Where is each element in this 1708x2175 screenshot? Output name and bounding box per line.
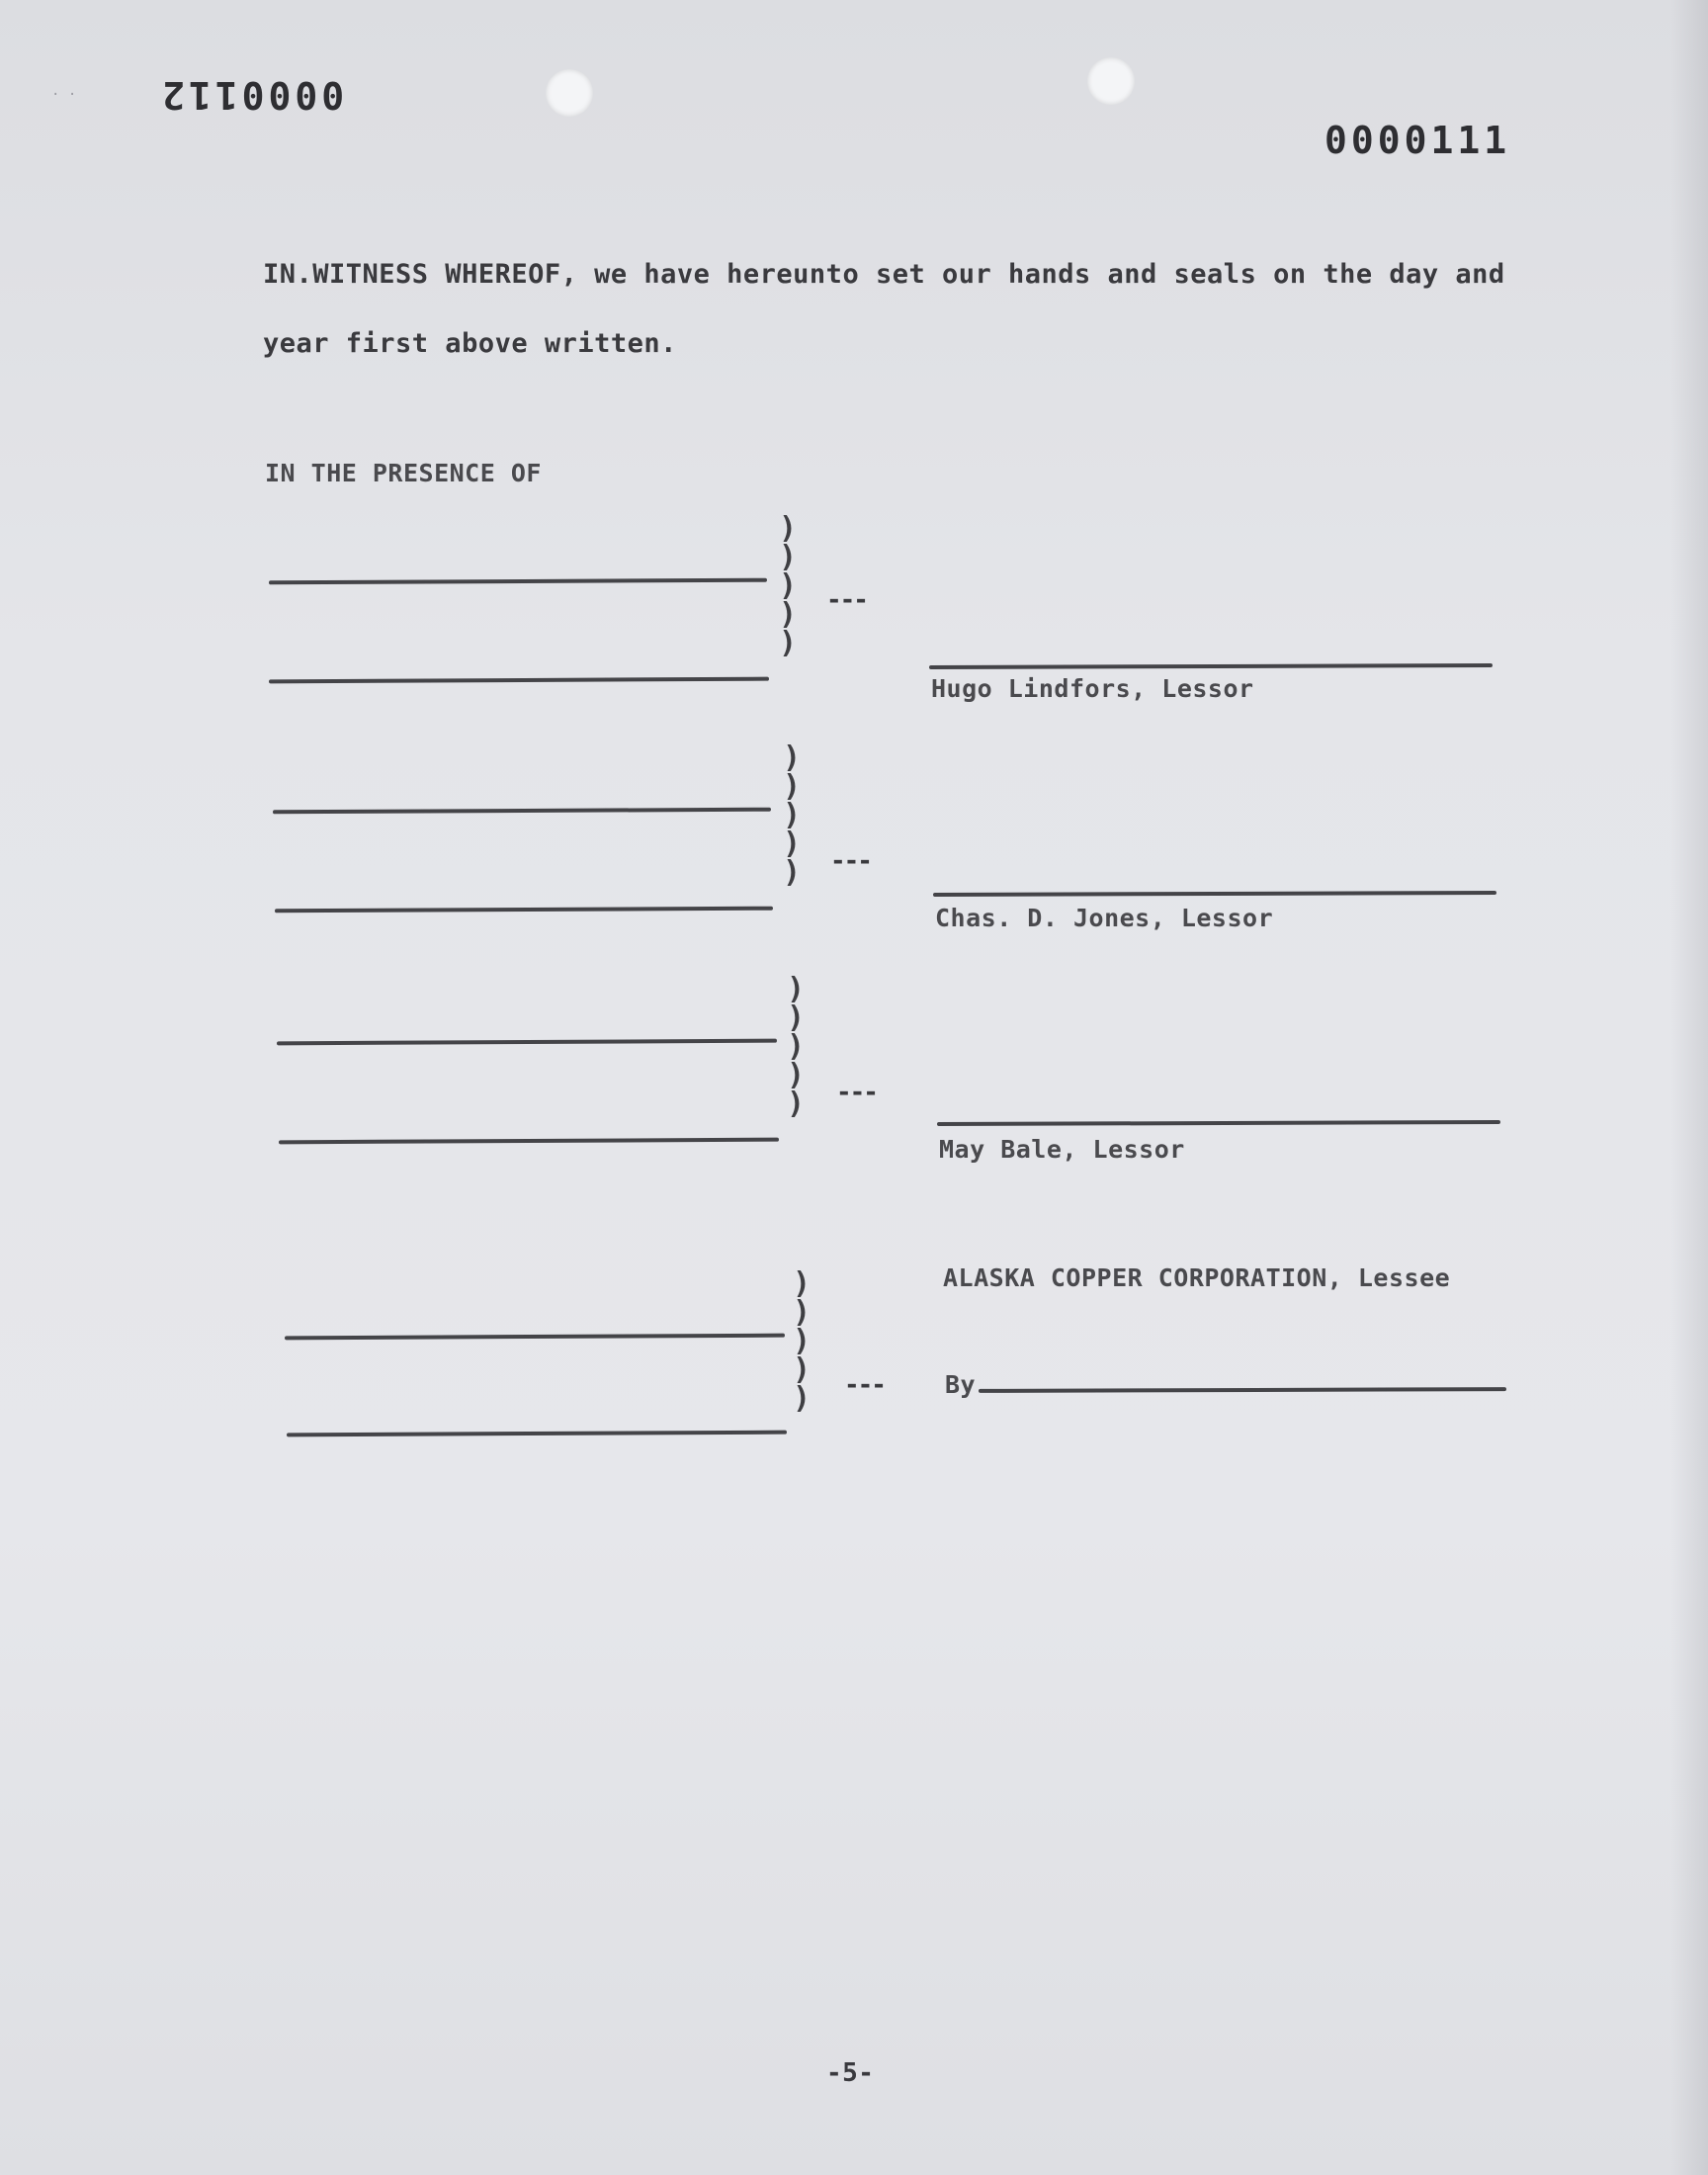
- punch-hole-right: [1087, 57, 1135, 105]
- punch-hole-left: [546, 69, 593, 117]
- bracket-stack-2: ) ) ) ) ): [783, 740, 802, 890]
- intro-line-2: year first above written.: [263, 328, 677, 359]
- signature-line-4: [979, 1387, 1506, 1393]
- signer-label-1: Hugo Lindfors, Lessor: [931, 674, 1254, 703]
- dash-1: ---: [826, 585, 867, 615]
- page-edge-shadow: [1670, 0, 1708, 2175]
- witness-line-1a: [269, 578, 767, 585]
- witness-line-3a: [277, 1039, 777, 1046]
- signature-line-3: [937, 1120, 1500, 1126]
- stamp-top-right: 0000111: [1324, 119, 1511, 162]
- by-label: By: [945, 1370, 977, 1399]
- stamp-top-left: 0000112: [158, 73, 345, 117]
- intro-line-1: IN.WITNESS WHEREOF, we have hereunto set our hands and seals on the day and: [263, 259, 1505, 290]
- dash-2: ---: [830, 846, 871, 876]
- bracket-stack-1: ) ) ) ) ): [779, 511, 798, 660]
- bracket-stack-4: ) ) ) ) ): [793, 1266, 811, 1416]
- signature-line-2: [933, 891, 1496, 897]
- signer-label-2: Chas. D. Jones, Lessor: [935, 904, 1274, 932]
- signature-line-1: [929, 663, 1493, 669]
- signer-label-3: May Bale, Lessor: [939, 1135, 1185, 1164]
- witness-line-2b: [275, 907, 773, 914]
- presence-heading: IN THE PRESENCE OF: [265, 459, 542, 487]
- margin-smudge: · ·: [51, 87, 77, 103]
- bracket-stack-3: ) ) ) ) ): [787, 972, 806, 1121]
- page-number: -5-: [826, 2058, 875, 2088]
- witness-line-3b: [279, 1138, 779, 1145]
- witness-line-4b: [287, 1431, 787, 1437]
- dash-4: ---: [844, 1370, 885, 1400]
- witness-line-4a: [285, 1334, 785, 1341]
- dash-3: ---: [836, 1078, 877, 1107]
- signer-label-4: ALASKA COPPER CORPORATION, Lessee: [943, 1263, 1451, 1292]
- witness-line-1b: [269, 677, 769, 684]
- witness-line-2a: [273, 808, 771, 815]
